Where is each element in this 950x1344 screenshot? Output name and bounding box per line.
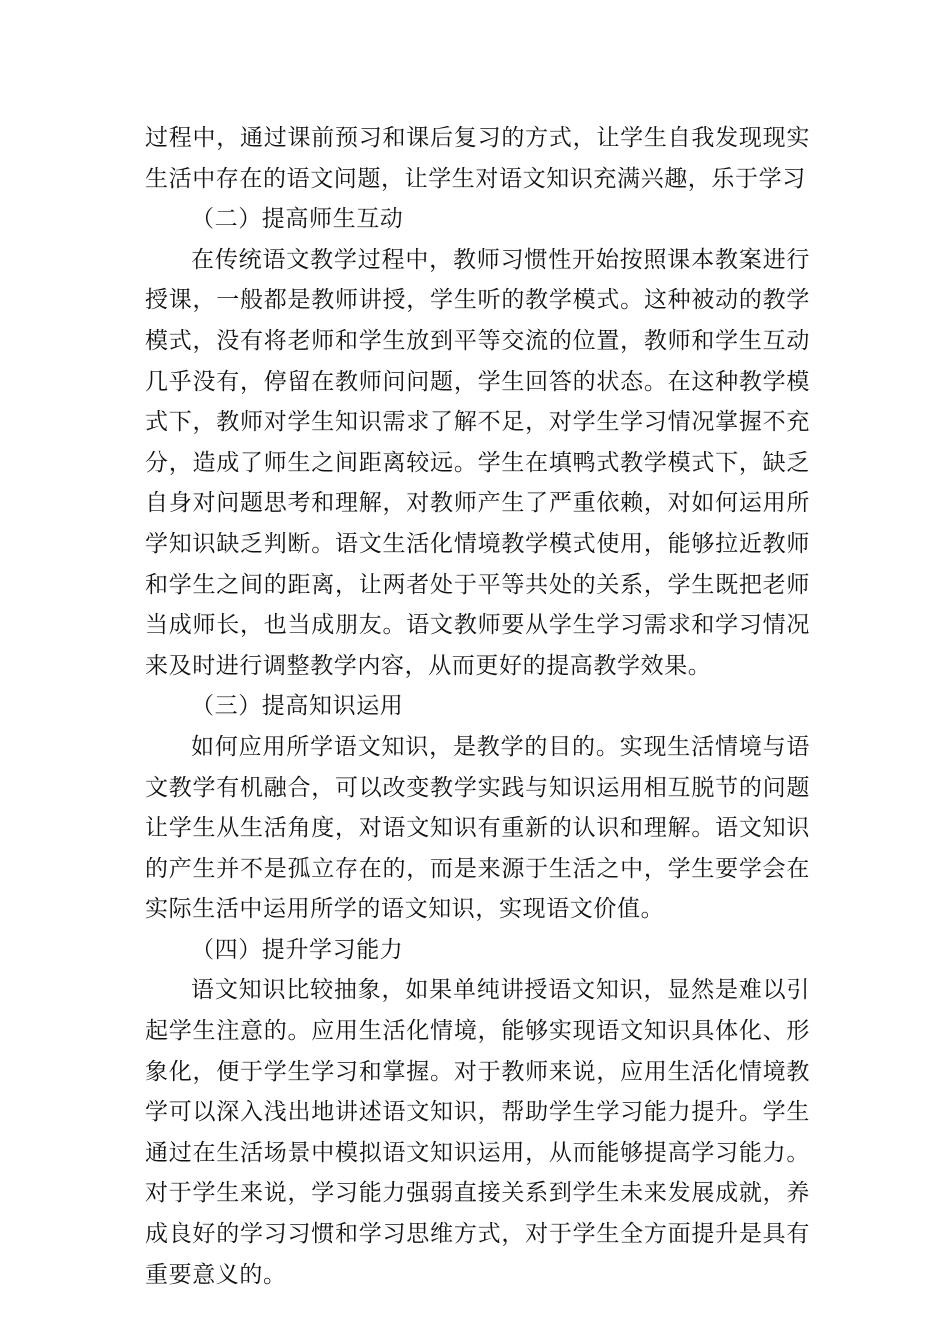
document-body xyxy=(145,118,810,1295)
section-body-3: 如何应用所学语文知识，是教学的目的。实现生活情境与语文教学有机融合，可以改变教学实践与知识运用相互脱节的问题让学生从生活角度，对语文知识有重新的认识和理解。语文知识的产生并不是孤立存在的，而是来源于生活之中，学生要学会在实际生活中运用所学的语文知识，实现语文价值。 xyxy=(145,733,810,923)
continuation-paragraph: 过程中，通过课前预习和课后复习的方式，让学生自我发现现实生活中存在的语文问题，让学生对语文知识充满兴趣，乐于学习 xyxy=(145,125,810,192)
section-body-2: 在传统语文教学过程中，教师习惯性开始按照课本教案进行授课，一般都是教师讲授，学生听的教学模式。这种被动的教学模式，没有将老师和学生放到平等交流的位置，教师和学生互动几乎没有，停留在教师问问题，学生回答的状态。在这种教学模式下，教师对学生知识需求了解不足，对学生学习情况掌握不充分，造成了师生之间距离较远。学生在填鸭式教学模式下，缺乏自身对问题思考和理解，对教师产生了严重依赖，对如何运用所学知识缺乏判断。语文生活化情境教学模式使用，能够拉近教师和学生之间的距离，让两者处于平等共处的关系，学生既把老师当成师长，也当成朋友。语文教师要从学生学习需求和学习情况来及时进行调整教学内容，从而更好的提高教学效果。 xyxy=(145,246,810,679)
section-heading-3: （三）提高知识运用 xyxy=(191,693,404,720)
section-heading-4: （四）提升学习能力 xyxy=(191,936,404,963)
section-body-4: 语文知识比较抽象，如果单纯讲授语文知识，显然是难以引起学生注意的。应用生活化情境，能够实现语文知识具体化、形象化，便于学生学习和掌握。对于教师来说，应用生活化情境教学可以深入浅出地讲述语文知识，帮助学生学习能力提升。学生通过在生活场景中模拟语文知识运用，从而能够提高学习能力。对于学生来说，学习能力强弱直接关系到学生未来发展成就，养成良好的学习习惯和学习思维方式，对于学生全方面提升是具有重要意义的。 xyxy=(145,977,810,1288)
section-heading-2: （二）提高师生互动 xyxy=(191,206,404,233)
